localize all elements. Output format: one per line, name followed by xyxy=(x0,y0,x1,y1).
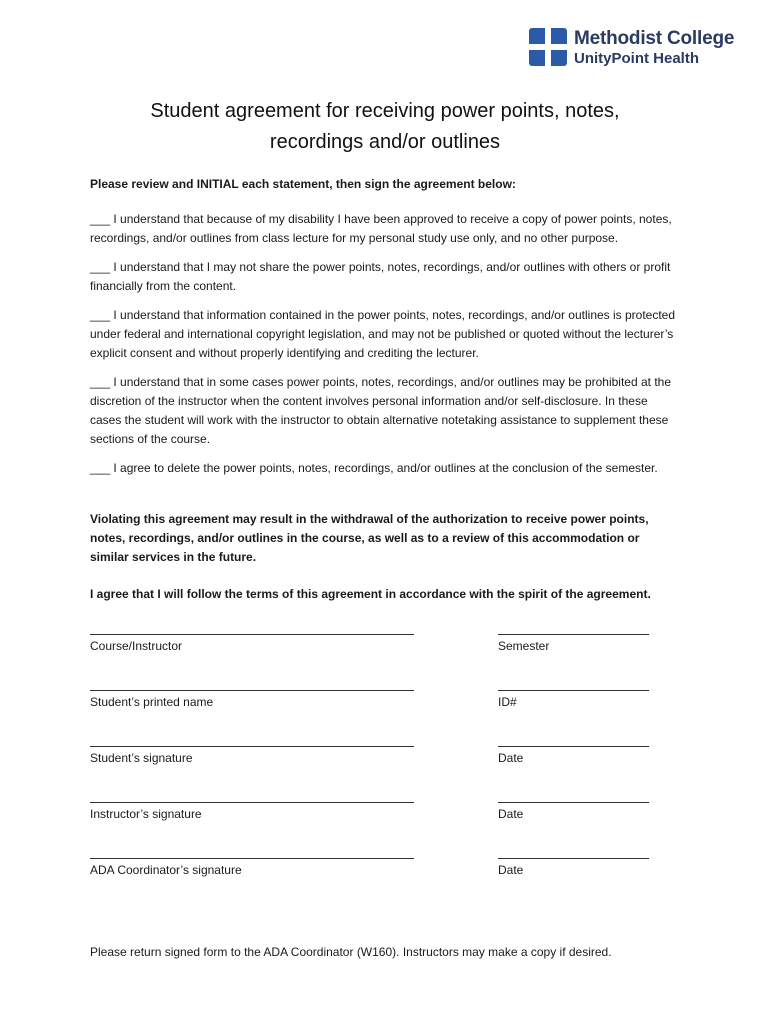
signature-row-student-signature xyxy=(90,737,680,793)
violation-warning: Violating this agreement may result in the withdrawal of the authorization to receive power points, notes, recordings, and/or outlines in the course, as well as to a review of this accommodation or similar services in the future. xyxy=(90,512,649,564)
ada-date-label: Date xyxy=(498,863,524,877)
statement-5: ___ I agree to delete the power points, notes, recordings, and/or outlines at the conclusion of the semester. xyxy=(90,461,658,475)
signature-row-student-name xyxy=(90,681,680,737)
ada-date-line[interactable] xyxy=(498,858,649,859)
course-instructor-line[interactable] xyxy=(90,634,414,635)
ada-coordinator-signature-line[interactable] xyxy=(90,858,414,859)
id-line[interactable] xyxy=(498,690,649,691)
statement-4: ___ I understand that in some cases power points, notes, recordings, and/or outlines may be prohibited at the discretion of the instructor when the content involves personal information and/or self-disclosure. In these cases the student will work with the instructor to obtain alternative notetaking assistance to supplement these sections of the course. xyxy=(90,375,672,446)
instructor-date-line[interactable] xyxy=(498,802,649,803)
signature-row-instructor xyxy=(90,793,680,849)
student-date-line[interactable] xyxy=(498,746,649,747)
title-line-1: Student agreement for receiving power points, notes, xyxy=(150,100,620,122)
semester-label: Semester xyxy=(498,639,550,653)
signature-row-course xyxy=(90,625,680,681)
student-printed-name-line[interactable] xyxy=(90,690,414,691)
agreement-statement: I agree that I will follow the terms of this agreement in accordance with the spirit of the agreement. xyxy=(90,587,651,601)
instructor-signature-label: Instructor’s signature xyxy=(90,807,202,821)
college-logo xyxy=(529,28,734,66)
instructions: Please review and INITIAL each statement, then sign the agreement below: xyxy=(90,177,516,191)
title-line-2: recordings and/or outlines xyxy=(269,131,501,153)
semester-line[interactable] xyxy=(498,634,649,635)
return-instructions: Please return signed form to the ADA Coordinator (W160). Instructors may make a copy if desired. xyxy=(90,945,612,959)
instructor-signature-line[interactable] xyxy=(90,802,414,803)
instructor-date-label: Date xyxy=(498,807,524,821)
student-date-label: Date xyxy=(498,751,524,765)
ada-coordinator-signature-label: ADA Coordinator’s signature xyxy=(90,863,242,877)
agreement-body xyxy=(90,175,680,905)
logo-name: Methodist College xyxy=(574,27,735,49)
statement-3: ___ I understand that information contained in the power points, notes, recordings, and/or outlines is protected under federal and international copyright legislation, and may not be published or quoted without the lecturer’s explicit consent and without properly identifying and crediting the lecturer. xyxy=(90,308,676,360)
student-signature-label: Student’s signature xyxy=(90,751,193,765)
statement-1: ___ I understand that because of my disability I have been approved to receive a copy of power points, notes, recordings, and/or outlines from class lecture for my personal study use only, and no other purpose. xyxy=(90,212,672,245)
signature-row-ada xyxy=(90,849,680,905)
student-printed-name-label: Student’s printed name xyxy=(90,695,214,709)
id-label: ID# xyxy=(498,695,517,709)
page-title xyxy=(60,96,710,158)
statement-2: ___ I understand that I may not share the power points, notes, recordings, and/or outlines with others or profit financially from the content. xyxy=(90,260,671,293)
course-instructor-label: Course/Instructor xyxy=(90,639,183,653)
cross-logo-icon xyxy=(529,28,567,66)
student-signature-line[interactable] xyxy=(90,746,414,747)
logo-subname: UnityPoint Health xyxy=(574,49,700,67)
